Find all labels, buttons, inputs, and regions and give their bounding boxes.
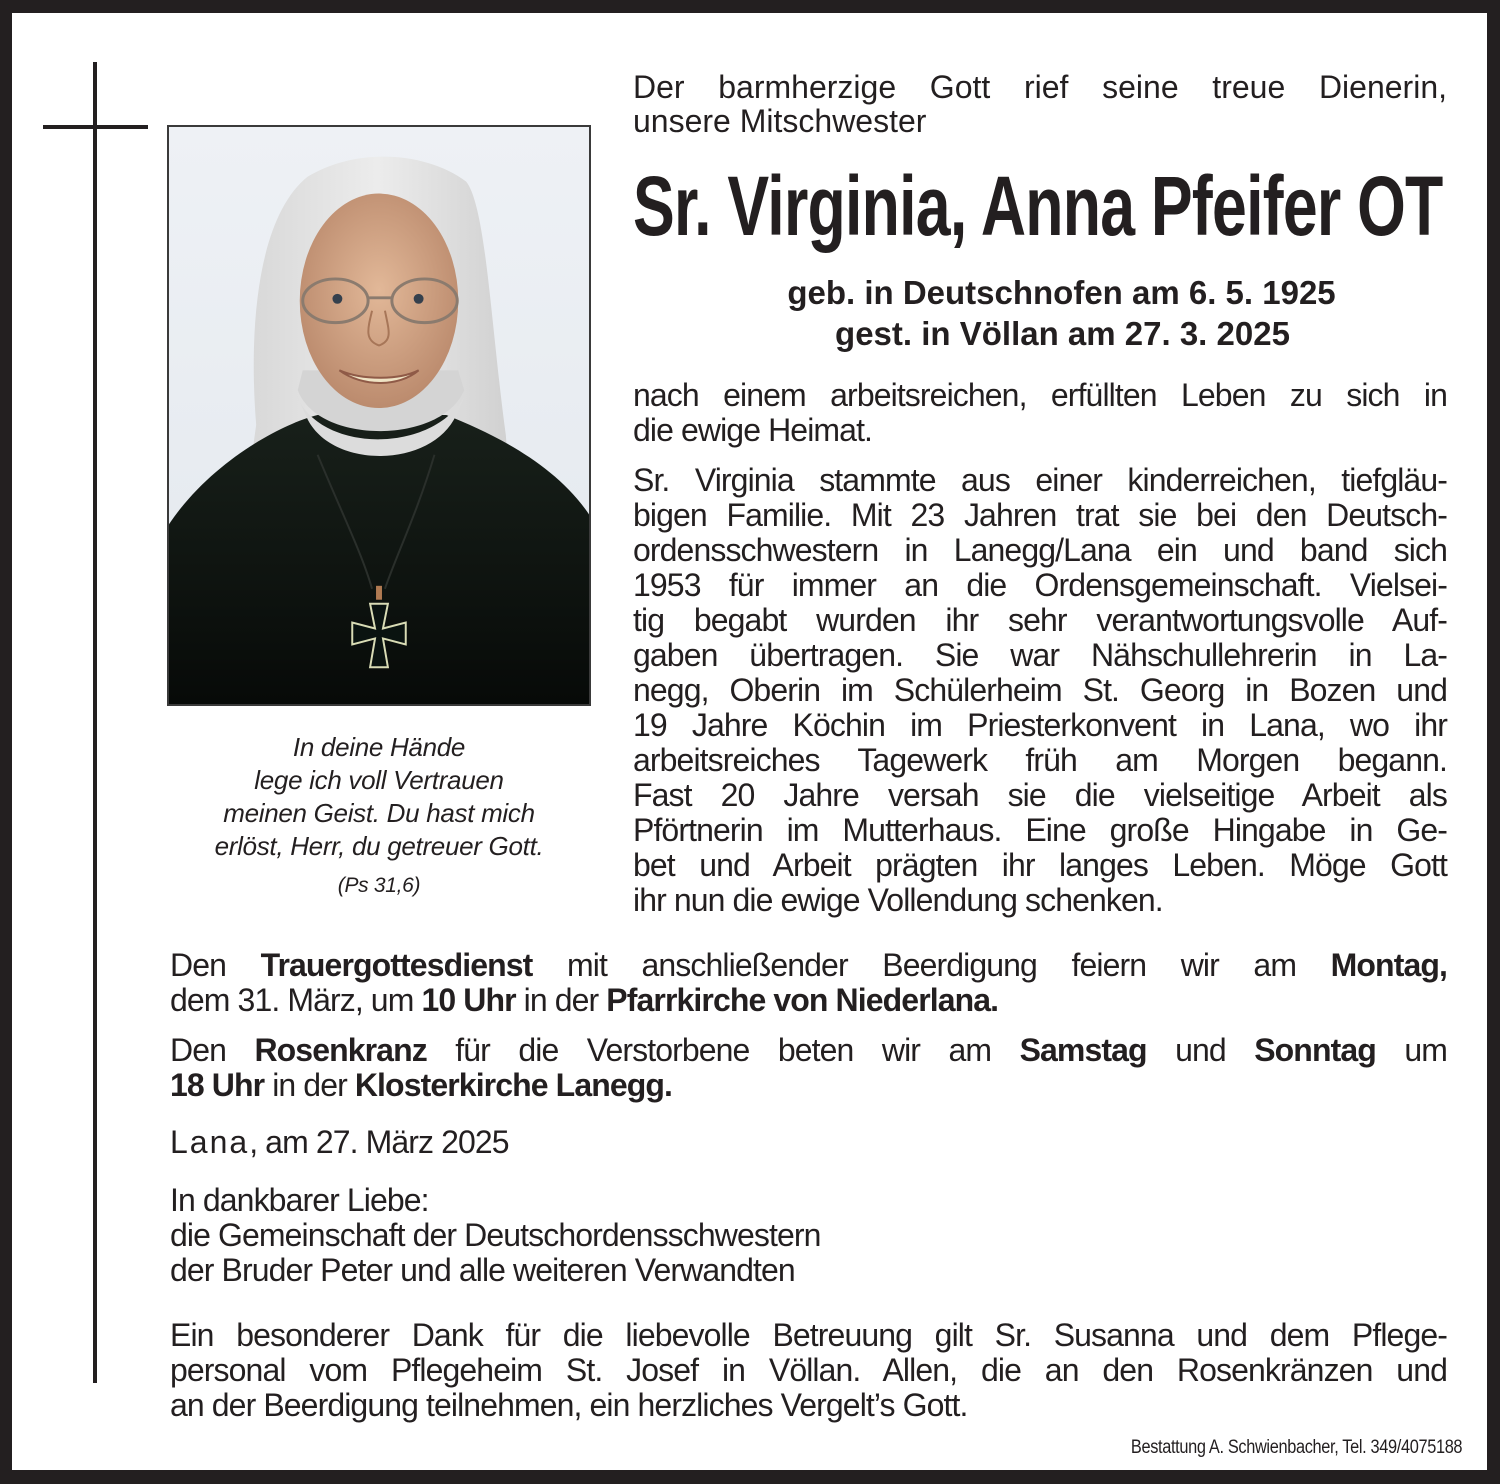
funeral-line-2 bbox=[170, 983, 1447, 1018]
caption-line: lege ich voll Vertrauen bbox=[254, 765, 504, 795]
deceased-name-text: Sr. Virginia, Anna Pfeifer OT bbox=[633, 159, 1443, 253]
service-location: Pfarrkirche von Niederlana. bbox=[606, 982, 999, 1018]
rosary-paragraph bbox=[170, 1033, 1447, 1103]
thanks-line: an der Beerdigung teilnehmen, ein herzliches Vergelt’s Gott. bbox=[170, 1387, 968, 1423]
mourners-heading: In dankbarer Liebe: bbox=[170, 1182, 429, 1218]
text-line: nach einem arbeitsreichen, erfüllten Leben zu sich in bbox=[633, 377, 1447, 413]
service-type: Trauergottesdienst bbox=[260, 947, 533, 983]
mourner-line: der Bruder Peter und alle weiteren Verwandten bbox=[170, 1252, 795, 1288]
bio-line: Sr. Virginia stammte aus einer kinderreichen, tiefgläu- bbox=[633, 462, 1447, 498]
transition-paragraph bbox=[633, 378, 1447, 448]
text: Den bbox=[170, 947, 261, 983]
caption-line: meinen Geist. Du hast mich bbox=[223, 798, 535, 828]
intro-line-2: unsere Mitschwester bbox=[633, 103, 927, 139]
text: Den bbox=[170, 1032, 255, 1068]
text: für die Verstorbene beten wir am bbox=[426, 1032, 1020, 1068]
funeral-line-1 bbox=[170, 948, 1447, 983]
cross-icon-horizontal bbox=[43, 125, 148, 129]
text: in der bbox=[264, 1067, 355, 1103]
cross-icon-vertical bbox=[93, 62, 97, 1383]
mourners-block bbox=[170, 1183, 1447, 1288]
rosary-line-1 bbox=[170, 1033, 1447, 1068]
caption-line: erlöst, Herr, du getreuer Gott. bbox=[214, 831, 544, 861]
psalm-reference: (Ps 31,6) bbox=[337, 874, 421, 897]
life-dates bbox=[633, 272, 1447, 354]
rosary-day-1: Samstag bbox=[1019, 1032, 1147, 1068]
text: mit anschließender Beerdigung feiern wir am bbox=[532, 947, 1331, 983]
bio-line: arbeitsreiches Tagewerk früh am Morgen begann. bbox=[633, 742, 1447, 778]
bio-line: 1953 für immer an die Ordensgemeinschaft. Vielsei- bbox=[633, 567, 1447, 603]
mourner-line: die Gemeinschaft der Deutschordensschwestern bbox=[170, 1217, 821, 1253]
text: und bbox=[1146, 1032, 1255, 1068]
deceased-name bbox=[633, 159, 1447, 253]
place: Lana bbox=[170, 1124, 250, 1160]
funeral-home-text: Bestattung A. Schwienbacher, Tel. 349/4075188 bbox=[1130, 1437, 1462, 1458]
rosary-time: 18 Uhr bbox=[170, 1067, 265, 1103]
rosary-location: Klosterkirche Lanegg. bbox=[354, 1067, 673, 1103]
text: dem 31. März, um bbox=[170, 982, 422, 1018]
funeral-service-paragraph bbox=[170, 948, 1447, 1018]
intro-line-1: Der barmherzige Gott rief seine treue Dienerin, bbox=[633, 69, 1447, 105]
biography-paragraph bbox=[633, 463, 1447, 918]
caption-line: In deine Hände bbox=[292, 732, 466, 762]
rosary-label: Rosenkranz bbox=[254, 1032, 427, 1068]
text: um bbox=[1375, 1032, 1447, 1068]
place-date-line bbox=[170, 1125, 1447, 1160]
rosary-day-2: Sonntag bbox=[1254, 1032, 1376, 1068]
thanks-line: Ein besonderer Dank für die liebevolle Betreuung gilt Sr. Susanna und dem Pflege- bbox=[170, 1317, 1447, 1353]
bio-line: bet und Arbeit prägten ihr langes Leben. Möge Gott bbox=[633, 847, 1447, 883]
bio-line: 19 Jahre Köchin im Priesterkonvent in Lana, wo ihr bbox=[633, 707, 1447, 743]
bio-line: negg, Oberin im Schülerheim St. Georg in Bozen und bbox=[633, 672, 1447, 708]
psalm-caption bbox=[167, 731, 591, 899]
service-day: Montag, bbox=[1330, 947, 1447, 983]
thanks-line: personal vom Pflegeheim St. Josef in Völlan. Allen, die an den Rosenkränzen und bbox=[170, 1352, 1447, 1388]
bio-line: tig begabt wurden ihr sehr verantwortungsvolle Auf- bbox=[633, 602, 1447, 638]
place-date bbox=[170, 1125, 1447, 1160]
bio-line: bigen Familie. Mit 23 Jahren trat sie bei den Deutsch- bbox=[633, 497, 1447, 533]
bio-line: ihr nun die ewige Vollendung schenken. bbox=[633, 882, 1163, 918]
rosary-line-2 bbox=[170, 1068, 1447, 1103]
thanks-paragraph bbox=[170, 1318, 1447, 1423]
portrait-photo bbox=[167, 125, 591, 706]
service-time: 10 Uhr bbox=[421, 982, 516, 1018]
bio-line: gaben übertragen. Sie war Nähschullehrerin in La- bbox=[633, 637, 1447, 673]
funeral-home-credit bbox=[1077, 1437, 1462, 1459]
intro-text bbox=[633, 70, 1447, 138]
birth-line: geb. in Deutschnofen am 6. 5. 1925 bbox=[787, 274, 1336, 311]
death-line: gest. in Völlan am 27. 3. 2025 bbox=[835, 315, 1290, 352]
bio-line: Fast 20 Jahre versah sie die vielseitige Arbeit als bbox=[633, 777, 1447, 813]
date: , am 27. März 2025 bbox=[249, 1124, 509, 1160]
bio-line: ordensschwestern in Lanegg/Lana ein und band sich bbox=[633, 532, 1447, 568]
text: in der bbox=[515, 982, 607, 1018]
portrait-illustration bbox=[169, 127, 589, 704]
text-line: die ewige Heimat. bbox=[633, 412, 873, 448]
bio-line: Pförtnerin im Mutterhaus. Eine große Hingabe in Ge- bbox=[633, 812, 1447, 848]
